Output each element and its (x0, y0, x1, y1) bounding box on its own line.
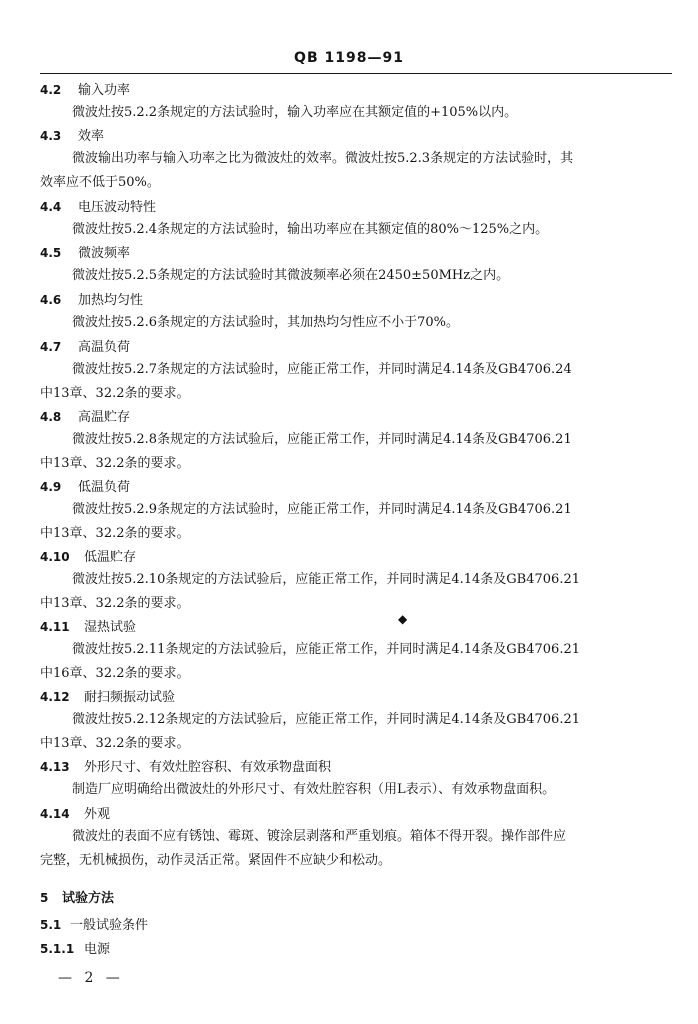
section-number: 4.2 (40, 83, 62, 97)
section-body-line: 微波灶按5.2.7条规定的方法试验时，应能正常工作，并同时满足4.14条及GB4706.24 (72, 362, 572, 377)
section-body-line: 微波输出功率与输入功率之比为微波灶的效率。微波灶按5.2.3条规定的方法试验时，其 (72, 151, 574, 166)
page-number: — 2 — (58, 970, 124, 986)
section-body-line: 微波灶按5.2.11条规定的方法试验后，应能正常工作，并同时满足4.14条及GB4706.21 (72, 642, 580, 657)
section-title: 输入功率 (78, 83, 131, 98)
chapter-heading-5 (40, 889, 114, 908)
section-body-line: 中13章、32.2条的要求。 (40, 386, 190, 401)
section-number: 4.6 (40, 293, 62, 307)
section-body-line: 微波灶按5.2.2条规定的方法试验时，输入功率应在其额定值的+105%以内。 (72, 105, 518, 120)
section-number: 4.9 (40, 480, 62, 494)
section-heading-4-8 (40, 408, 130, 427)
section-heading-4-10 (40, 548, 136, 567)
section-title: 电压波动特性 (78, 200, 157, 215)
section-body-line: 微波灶按5.2.8条规定的方法试验后，应能正常工作，并同时满足4.14条及GB4706.21 (72, 432, 572, 447)
section-heading-4-12 (40, 688, 175, 707)
section-heading-4-14 (40, 805, 110, 824)
section-heading-4-2 (40, 81, 130, 100)
section-number: 4.3 (40, 129, 62, 143)
section-title: 湿热试验 (84, 620, 137, 635)
subsection-heading-5-1 (40, 916, 148, 935)
section-body-line: 微波灶按5.2.12条规定的方法试验后，应能正常工作，并同时满足4.14条及GB4706.21 (72, 712, 580, 727)
section-number: 4.10 (40, 550, 70, 564)
section-title: 低温贮存 (84, 550, 137, 565)
header-rule (40, 73, 672, 74)
section-heading-4-3 (40, 127, 104, 146)
section-body-line: 微波灶按5.2.4条规定的方法试验时，输出功率应在其额定值的80%～125%之内。 (72, 222, 549, 237)
section-number: 4.4 (40, 200, 62, 214)
section-number: 4.8 (40, 410, 62, 424)
subsection-title: 一般试验条件 (70, 918, 149, 933)
section-title: 效率 (78, 129, 105, 144)
section-heading-4-9 (40, 478, 130, 497)
section-body-line: 微波灶按5.2.9条规定的方法试验时，应能正常工作，并同时满足4.14条及GB4706.21 (72, 502, 572, 517)
section-title: 耐扫频振动试验 (84, 690, 176, 705)
section-heading-4-7 (40, 338, 130, 357)
subsection-number: 5.1.1 (40, 942, 75, 956)
section-heading-4-11 (40, 618, 136, 637)
section-number: 4.14 (40, 807, 70, 821)
section-title: 低温负荷 (78, 480, 131, 495)
section-body-line: 制造厂应明确给出微波灶的外形尺寸、有效灶腔容积（用L表示）、有效承物盘面积。 (72, 782, 556, 797)
section-body-line: 微波灶按5.2.10条规定的方法试验后，应能正常工作，并同时满足4.14条及GB4706.21 (72, 572, 580, 587)
diamond-mark: ◆ (398, 612, 408, 626)
section-title: 高温贮存 (78, 410, 131, 425)
section-number: 4.11 (40, 620, 70, 634)
section-title: 微波频率 (78, 246, 131, 261)
section-heading-4-13 (40, 758, 331, 777)
section-number: 4.12 (40, 690, 70, 704)
section-number: 4.13 (40, 760, 70, 774)
section-number: 4.7 (40, 340, 62, 354)
section-body-line: 中13章、32.2条的要求。 (40, 456, 190, 471)
section-body-line: 中13章、32.2条的要求。 (40, 526, 190, 541)
section-title: 外形尺寸、有效灶腔容积、有效承物盘面积 (84, 760, 332, 775)
chapter-number: 5 (40, 891, 49, 905)
header-title: QB 1198—91 (294, 50, 404, 66)
section-body-line: 微波灶按5.2.6条规定的方法试验时，其加热均匀性应不小于70%。 (72, 315, 459, 330)
section-number: 4.5 (40, 246, 62, 260)
section-body-line: 中16章、32.2条的要求。 (40, 666, 190, 681)
section-heading-4-6 (40, 291, 143, 310)
section-heading-4-5 (40, 244, 130, 263)
section-body-line: 中13章、32.2条的要求。 (40, 736, 190, 751)
subsection-title: 电源 (84, 942, 111, 957)
section-title: 外观 (84, 807, 111, 822)
section-body-line: 微波灶的表面不应有锈蚀、霉斑、镀涂层剥落和严重划痕。箱体不得开裂。操作部件应 (72, 829, 567, 844)
section-body-line: 中13章、32.2条的要求。 (40, 596, 190, 611)
section-body-line: 效率应不低于50%。 (40, 175, 160, 190)
section-body-line: 完整，无机械损伤，动作灵活正常。紧固件不应缺少和松动。 (40, 853, 392, 868)
subsection-number: 5.1 (40, 918, 62, 932)
chapter-title: 试验方法 (62, 891, 115, 906)
section-title: 高温负荷 (78, 340, 131, 355)
subsection-heading-5-1-1 (40, 940, 110, 959)
section-heading-4-4 (40, 198, 156, 217)
section-body-line: 微波灶按5.2.5条规定的方法试验时其微波频率必须在2450±50MHz之内。 (72, 268, 510, 283)
section-title: 加热均匀性 (78, 293, 144, 308)
